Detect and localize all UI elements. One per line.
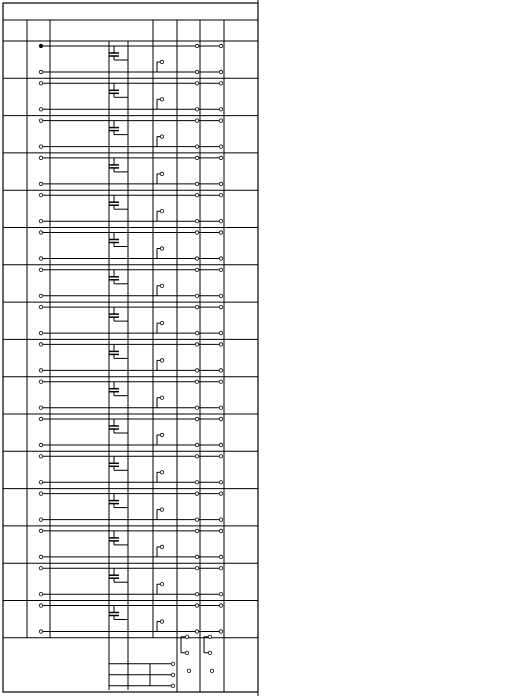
field-4-x1a-bot-terminal <box>219 182 222 185</box>
field-14-x1a-top-terminal <box>219 529 222 532</box>
x1b-pin-40-terminal <box>185 651 188 654</box>
field-9-x1a-bot-terminal <box>219 369 222 372</box>
field-14-x3-terminal <box>160 545 163 548</box>
field-5-terminal-b <box>39 220 42 223</box>
field-14-terminal-a <box>39 529 42 532</box>
field-1-x1b-top-terminal <box>195 44 198 47</box>
field-15-terminal-a <box>39 567 42 570</box>
field-10-x1b-top-terminal <box>195 380 198 383</box>
field-10-x1a-top-terminal <box>219 380 222 383</box>
field-7-terminal-a <box>39 268 42 271</box>
field-1-terminal-a <box>39 44 42 47</box>
field-3-x1a-bot-terminal <box>219 145 222 148</box>
field-1-terminal-b <box>39 70 42 73</box>
field-7-x1a-top-terminal <box>219 268 222 271</box>
field-6-x1b-bot-terminal <box>195 257 198 260</box>
field-15-x1b-top-terminal <box>195 567 198 570</box>
x1b-pin-1-terminal <box>185 635 188 638</box>
field-5-x1a-bot-terminal <box>219 220 222 223</box>
field-13-x1a-bot-terminal <box>219 518 222 521</box>
field-11-x1a-top-terminal <box>219 417 222 420</box>
field-3-x1b-bot-terminal <box>195 145 198 148</box>
field-15-terminal-b <box>39 593 42 596</box>
field-8-x1a-top-terminal <box>219 305 222 308</box>
field-11-x1b-bot-terminal <box>195 443 198 446</box>
field-14-x1b-top-terminal <box>195 529 198 532</box>
field-12-x1a-top-terminal <box>219 455 222 458</box>
field-16-x3-terminal <box>160 620 163 623</box>
field-10-x1a-bot-terminal <box>219 406 222 409</box>
field-4-x1b-bot-terminal <box>195 182 198 185</box>
field-7-x1b-bot-terminal <box>195 294 198 297</box>
field-10-terminal-b <box>39 406 42 409</box>
x1a-nc-terminal <box>210 669 213 672</box>
field-3-terminal-b <box>39 145 42 148</box>
field-15-x1a-top-terminal <box>219 567 222 570</box>
field-7-x1b-top-terminal <box>195 268 198 271</box>
field-1-x1a-bot-terminal <box>219 70 222 73</box>
x3-group-terminal-2 <box>171 673 174 676</box>
field-5-x1b-top-terminal <box>195 194 198 197</box>
field-2-terminal-b <box>39 108 42 111</box>
field-12-x1a-bot-terminal <box>219 481 222 484</box>
field-16-x1b-bot-terminal <box>195 630 198 633</box>
field-6-x3-terminal <box>160 247 163 250</box>
field-4-x1b-top-terminal <box>195 156 198 159</box>
field-4-terminal-a <box>39 156 42 159</box>
field-13-terminal-a <box>39 492 42 495</box>
field-9-x1b-top-terminal <box>195 343 198 346</box>
field-9-terminal-b <box>39 369 42 372</box>
x1b-nc-terminal <box>187 669 190 672</box>
field-13-x3-terminal <box>160 508 163 511</box>
field-14-x1b-bot-terminal <box>195 555 198 558</box>
field-12-terminal-a <box>39 455 42 458</box>
field-2-x1a-top-terminal <box>219 82 222 85</box>
field-12-terminal-b <box>39 481 42 484</box>
x3-group-terminal-3 <box>171 684 174 687</box>
field-12-x3-terminal <box>160 471 163 474</box>
field-3-x3-terminal <box>160 135 163 138</box>
field-10-terminal-a <box>39 380 42 383</box>
field-6-x1a-bot-terminal <box>219 257 222 260</box>
field-9-x1a-top-terminal <box>219 343 222 346</box>
field-16-x1a-top-terminal <box>219 604 222 607</box>
field-16-x1b-top-terminal <box>195 604 198 607</box>
field-5-x1a-top-terminal <box>219 194 222 197</box>
field-8-x1b-top-terminal <box>195 305 198 308</box>
field-5-x1b-bot-terminal <box>195 220 198 223</box>
x1a-pin-1-terminal <box>208 635 211 638</box>
field-15-x3-terminal <box>160 583 163 586</box>
field-5-terminal-a <box>39 194 42 197</box>
field-7-x3-terminal <box>160 284 163 287</box>
field-15-x1a-bot-terminal <box>219 593 222 596</box>
field-2-x3-terminal <box>160 98 163 101</box>
field-11-x1a-bot-terminal <box>219 443 222 446</box>
field-11-terminal-b <box>39 443 42 446</box>
field-14-terminal-b <box>39 555 42 558</box>
field-11-x1b-top-terminal <box>195 417 198 420</box>
field-16-terminal-b <box>39 630 42 633</box>
field-2-x1a-bot-terminal <box>219 108 222 111</box>
field-13-x1b-top-terminal <box>195 492 198 495</box>
field-6-x1b-top-terminal <box>195 231 198 234</box>
field-6-terminal-a <box>39 231 42 234</box>
x1a-pin-40-terminal <box>208 651 211 654</box>
field-2-terminal-a <box>39 82 42 85</box>
field-13-x1b-bot-terminal <box>195 518 198 521</box>
field-2-x1b-bot-terminal <box>195 108 198 111</box>
field-16-terminal-a <box>39 604 42 607</box>
field-8-x3-terminal <box>160 321 163 324</box>
field-11-x3-terminal <box>160 433 163 436</box>
field-13-x1a-top-terminal <box>219 492 222 495</box>
field-8-x1b-bot-terminal <box>195 331 198 334</box>
field-9-x3-terminal <box>160 359 163 362</box>
field-8-terminal-b <box>39 331 42 334</box>
field-3-x1a-top-terminal <box>219 119 222 122</box>
field-4-terminal-b <box>39 182 42 185</box>
field-3-x1b-top-terminal <box>195 119 198 122</box>
field-4-x1a-top-terminal <box>219 156 222 159</box>
field-1-x1b-bot-terminal <box>195 70 198 73</box>
field-8-terminal-a <box>39 305 42 308</box>
field-9-x1b-bot-terminal <box>195 369 198 372</box>
field-16-x1a-bot-terminal <box>219 630 222 633</box>
field-6-x1a-top-terminal <box>219 231 222 234</box>
field-11-terminal-a <box>39 417 42 420</box>
field-12-x1b-bot-terminal <box>195 481 198 484</box>
table-frame <box>3 3 258 692</box>
field-7-terminal-b <box>39 294 42 297</box>
field-8-x1a-bot-terminal <box>219 331 222 334</box>
field-6-terminal-b <box>39 257 42 260</box>
field-12-x1b-top-terminal <box>195 455 198 458</box>
field-1-x1a-top-terminal <box>219 44 222 47</box>
field-14-x1a-bot-terminal <box>219 555 222 558</box>
field-10-x3-terminal <box>160 396 163 399</box>
field-4-x3-terminal <box>160 172 163 175</box>
field-10-x1b-bot-terminal <box>195 406 198 409</box>
x3-group-terminal-1 <box>171 662 174 665</box>
field-5-x3-terminal <box>160 210 163 213</box>
field-15-x1b-bot-terminal <box>195 593 198 596</box>
field-3-terminal-a <box>39 119 42 122</box>
field-7-x1a-bot-terminal <box>219 294 222 297</box>
field-13-terminal-b <box>39 518 42 521</box>
field-2-x1b-top-terminal <box>195 82 198 85</box>
field-1-x3-terminal <box>160 60 163 63</box>
field-9-terminal-a <box>39 343 42 346</box>
